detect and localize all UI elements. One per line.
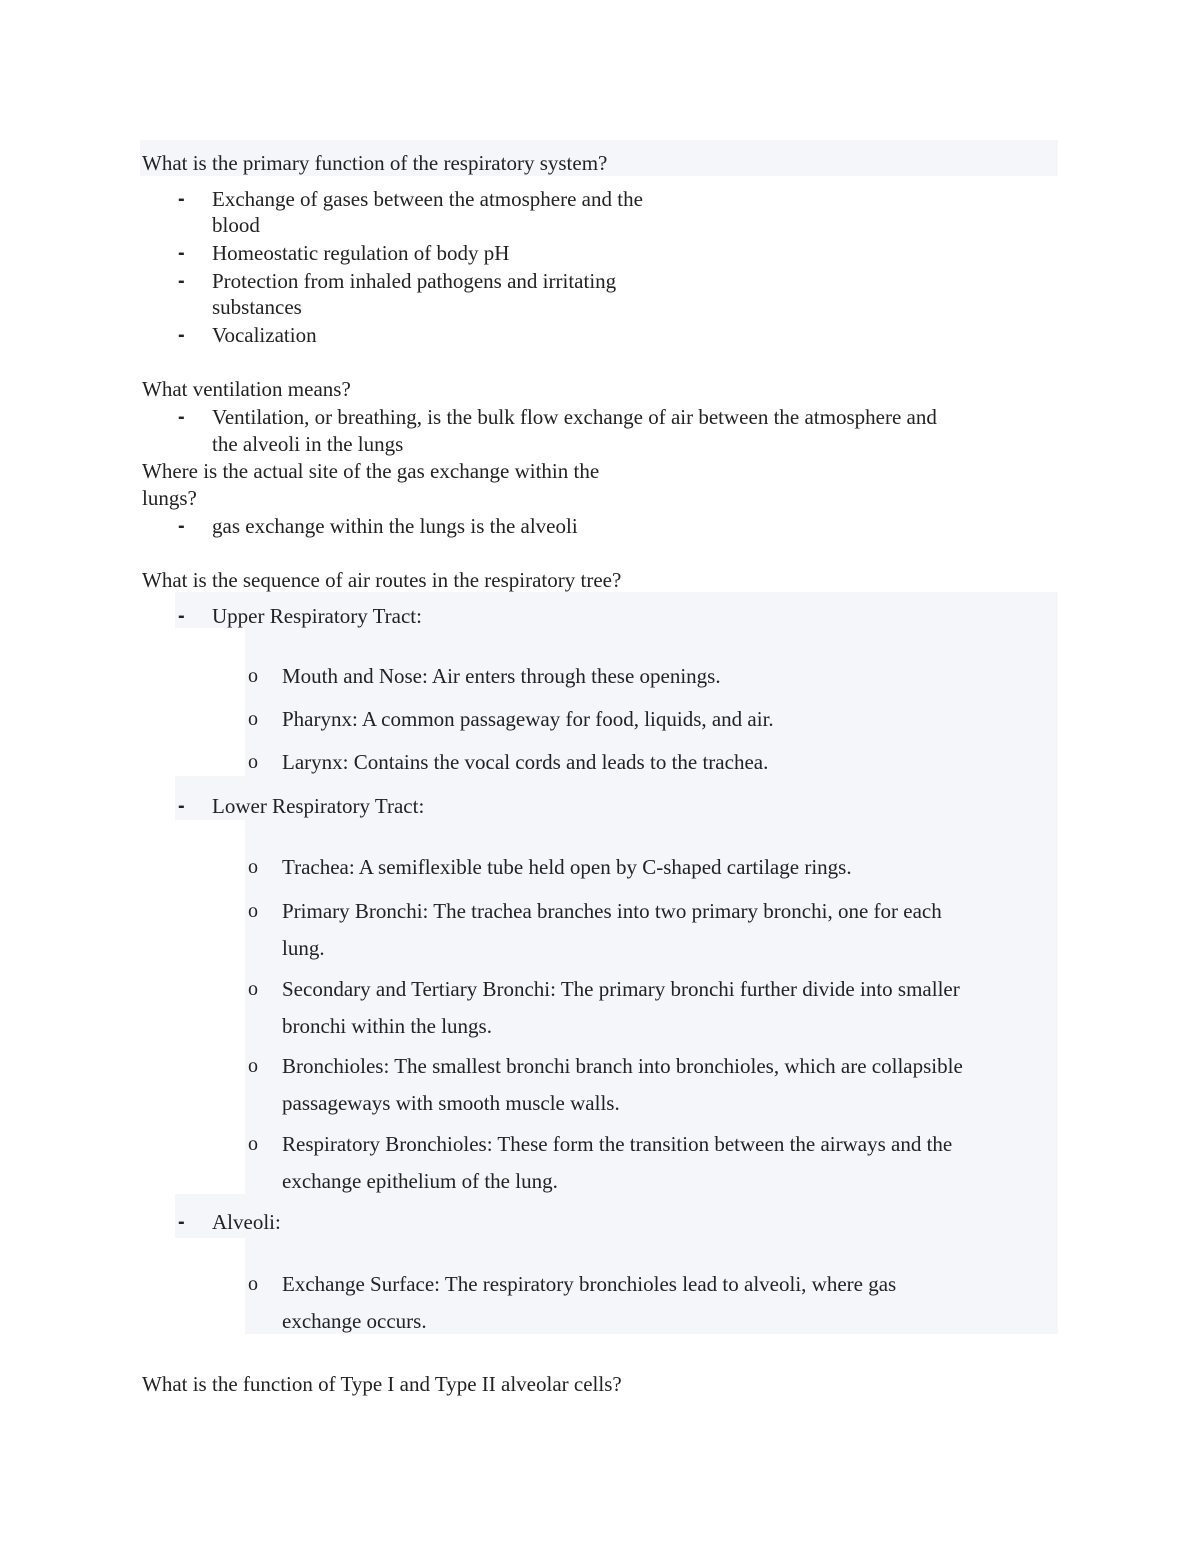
sub-list-item-continuation: passageways with smooth muscle walls.: [282, 1091, 620, 1115]
list-item-continuation: the alveoli in the lungs: [212, 432, 404, 456]
list-item: Exchange of gases between the atmosphere and the: [212, 187, 643, 211]
list-item: gas exchange within the lungs is the alveoli: [212, 514, 578, 538]
bullet-dash: -: [178, 324, 185, 346]
bullet-dash: -: [178, 515, 185, 537]
bullet-dash: -: [178, 605, 185, 627]
sub-list-item: Bronchioles: The smallest bronchi branch into bronchioles, which are collapsible: [282, 1054, 963, 1078]
bullet-circle: o: [248, 856, 258, 878]
question-primary-function: What is the primary function of the respiratory system?: [142, 151, 608, 175]
bullet-dash: -: [178, 406, 185, 428]
list-item-continuation: substances: [212, 295, 302, 319]
list-item: Ventilation, or breathing, is the bulk flow exchange of air between the atmosphere and: [212, 405, 937, 429]
bullet-circle: o: [248, 665, 258, 687]
bullet-dash: -: [178, 242, 185, 264]
sub-list-item: Trachea: A semiflexible tube held open by C-shaped cartilage rings.: [282, 855, 852, 879]
sub-list-item: Secondary and Tertiary Bronchi: The primary bronchi further divide into smaller: [282, 977, 960, 1001]
bullet-dash: -: [178, 1211, 185, 1233]
group-label-lower-tract: Lower Respiratory Tract:: [212, 794, 425, 818]
sub-list-item: Larynx: Contains the vocal cords and leads to the trachea.: [282, 750, 769, 774]
group-label-alveoli: Alveoli:: [212, 1210, 281, 1234]
sub-list-item-continuation: exchange occurs.: [282, 1309, 427, 1333]
bullet-circle: o: [248, 751, 258, 773]
list-item: Homeostatic regulation of body pH: [212, 241, 510, 265]
question-alveolar-cells: What is the function of Type I and Type II alveolar cells?: [142, 1372, 622, 1396]
question-air-routes: What is the sequence of air routes in the respiratory tree?: [142, 568, 622, 592]
sub-list-item: Mouth and Nose: Air enters through these openings.: [282, 664, 721, 688]
sub-list-item-continuation: lung.: [282, 936, 325, 960]
sub-list-item: Pharynx: A common passageway for food, liquids, and air.: [282, 707, 774, 731]
bullet-circle: o: [248, 1055, 258, 1077]
list-item: Protection from inhaled pathogens and irritating: [212, 269, 617, 293]
bullet-dash: -: [178, 795, 185, 817]
group-label-upper-tract: Upper Respiratory Tract:: [212, 604, 422, 628]
bullet-dash: -: [178, 270, 185, 292]
bullet-dash: -: [178, 188, 185, 210]
sub-list-item: Exchange Surface: The respiratory bronchioles lead to alveoli, where gas: [282, 1272, 897, 1296]
bullet-circle: o: [248, 1133, 258, 1155]
question-gas-exchange-site-continuation: lungs?: [142, 486, 197, 510]
bullet-circle: o: [248, 1273, 258, 1295]
question-ventilation: What ventilation means?: [142, 377, 351, 401]
sub-list-item-continuation: exchange epithelium of the lung.: [282, 1169, 558, 1193]
bullet-circle: o: [248, 900, 258, 922]
sub-list-item-continuation: bronchi within the lungs.: [282, 1014, 492, 1038]
sub-list-item: Primary Bronchi: The trachea branches into two primary bronchi, one for each: [282, 899, 942, 923]
bullet-circle: o: [248, 708, 258, 730]
sub-list-item: Respiratory Bronchioles: These form the transition between the airways and the: [282, 1132, 953, 1156]
question-gas-exchange-site: Where is the actual site of the gas exchange within the: [142, 459, 600, 483]
list-item: Vocalization: [212, 323, 317, 347]
list-item-continuation: blood: [212, 213, 260, 237]
bullet-circle: o: [248, 978, 258, 1000]
highlight-band: [175, 1194, 1058, 1238]
